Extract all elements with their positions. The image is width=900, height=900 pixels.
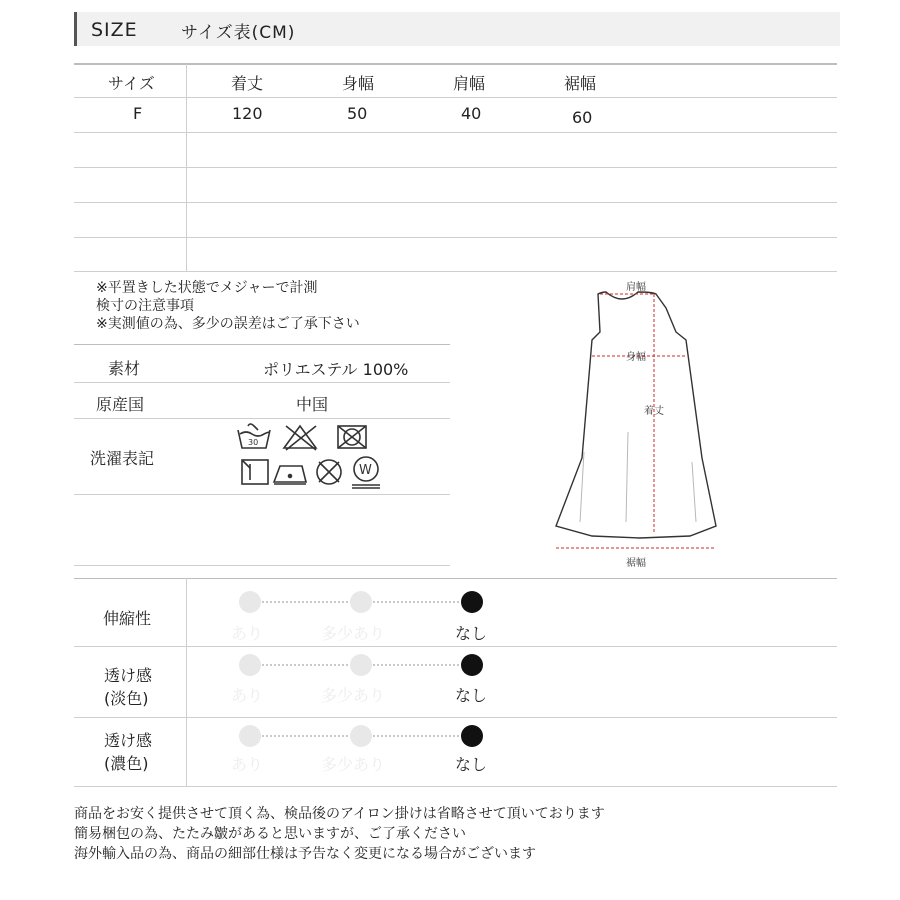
table-column-divider [186, 64, 187, 271]
material-value: ポリエステル 100% [263, 360, 409, 379]
attribute-rule [74, 578, 837, 579]
column-header-length: 着丈 [231, 74, 264, 93]
shoulder-width-label: 肩幅 [626, 282, 646, 293]
care-icons [234, 420, 394, 492]
footer-line: 海外輸入品の為、商品の細部仕様は予告なく変更になる場合がございます [74, 846, 536, 862]
footer-notes [74, 804, 605, 864]
scale-option-selected: なし [455, 686, 488, 705]
note-line: ※平置きした状態でメジャーで計測 [96, 280, 318, 296]
iron-low-icon [274, 466, 306, 484]
scale-dot-selected [461, 591, 483, 613]
scale-option: あり [231, 624, 264, 643]
table-cell-body-width: 50 [347, 104, 368, 123]
scale-connector [373, 601, 459, 603]
attribute-label: 透け感 [104, 731, 153, 750]
scale-dot [239, 725, 261, 747]
scale-dot-selected [461, 725, 483, 747]
scale-option-selected: なし [455, 624, 488, 643]
attribute-column-divider [186, 578, 187, 786]
scale-dot [239, 654, 261, 676]
svg-text:30: 30 [248, 438, 259, 447]
attribute-sublabel: (濃色) [104, 754, 149, 773]
size-header [74, 12, 840, 46]
table-cell-shoulder-width: 40 [461, 104, 482, 123]
scale-option: 多少あり [321, 686, 386, 705]
scale-dot [350, 725, 372, 747]
body-width-label: 身幅 [626, 352, 646, 363]
footer-line: 簡易梱包の為、たたみ皺があると思いますが、ご了承ください [74, 826, 466, 842]
dimension-lines [556, 294, 716, 548]
table-rule [74, 202, 837, 203]
measurement-notes [96, 279, 360, 333]
column-header-size: サイズ [108, 74, 155, 93]
table-cell-length: 120 [232, 104, 263, 123]
attribute-sublabel: (淡色) [104, 689, 149, 708]
scale-connector [262, 664, 348, 666]
size-subtitle: サイズ表(CM) [181, 23, 296, 43]
scale-option: 多少あり [321, 624, 386, 643]
no-bleach-icon [284, 426, 316, 450]
hem-width-label: 裾幅 [626, 558, 646, 569]
no-tumble-dry-icon [338, 426, 366, 448]
size-label: SIZE [91, 19, 138, 41]
hand-wash-30-icon [238, 424, 270, 448]
column-header-hem-width: 裾幅 [564, 74, 597, 93]
info-rule [74, 494, 450, 495]
origin-value: 中国 [296, 395, 329, 414]
info-rule [74, 565, 450, 566]
scale-dot [350, 591, 372, 613]
scale-dot-selected [461, 654, 483, 676]
column-header-body-width: 身幅 [342, 74, 375, 93]
dress-outline [556, 292, 716, 538]
info-rule [74, 418, 450, 419]
svg-text:W: W [359, 463, 372, 478]
scale-dot [239, 591, 261, 613]
wet-clean-gentle-icon [352, 457, 380, 488]
table-rule [74, 237, 837, 238]
dress-folds [580, 432, 696, 522]
no-dry-clean-icon [317, 460, 341, 484]
length-label: 着丈 [644, 406, 664, 417]
attribute-rule [74, 786, 837, 787]
table-rule [74, 167, 837, 168]
scale-option: 多少あり [321, 755, 386, 774]
table-top-rule [74, 63, 837, 65]
scale-option: あり [231, 755, 264, 774]
scale-option: あり [231, 686, 264, 705]
scale-option-selected: なし [455, 755, 488, 774]
scale-dot [350, 654, 372, 676]
material-label: 素材 [108, 359, 141, 378]
attribute-label: 伸縮性 [103, 609, 152, 628]
scale-connector [262, 601, 348, 603]
note-line: 検寸の注意事項 [96, 298, 194, 314]
table-cell-size: F [133, 104, 143, 123]
attribute-rule [74, 646, 837, 647]
line-dry-shade-icon [242, 460, 268, 484]
table-cell-hem-width: 60 [572, 108, 593, 127]
note-line: ※実測値の為、多少の誤差はご了承下さい [96, 316, 360, 332]
scale-connector [373, 664, 459, 666]
attribute-label: 透け感 [104, 666, 153, 685]
footer-line: 商品をお安く提供させて頂く為、検品後のアイロン掛けは省略させて頂いております [74, 806, 605, 822]
attribute-rule [74, 717, 837, 718]
origin-label: 原産国 [96, 395, 145, 414]
care-label: 洗濯表記 [90, 449, 155, 468]
info-rule [74, 344, 450, 345]
column-header-shoulder-width: 肩幅 [453, 74, 486, 93]
dress-diagram [540, 272, 740, 572]
table-rule [74, 132, 837, 133]
table-rule [74, 97, 837, 98]
scale-connector [373, 735, 459, 737]
info-rule [74, 382, 450, 383]
scale-connector [262, 735, 348, 737]
